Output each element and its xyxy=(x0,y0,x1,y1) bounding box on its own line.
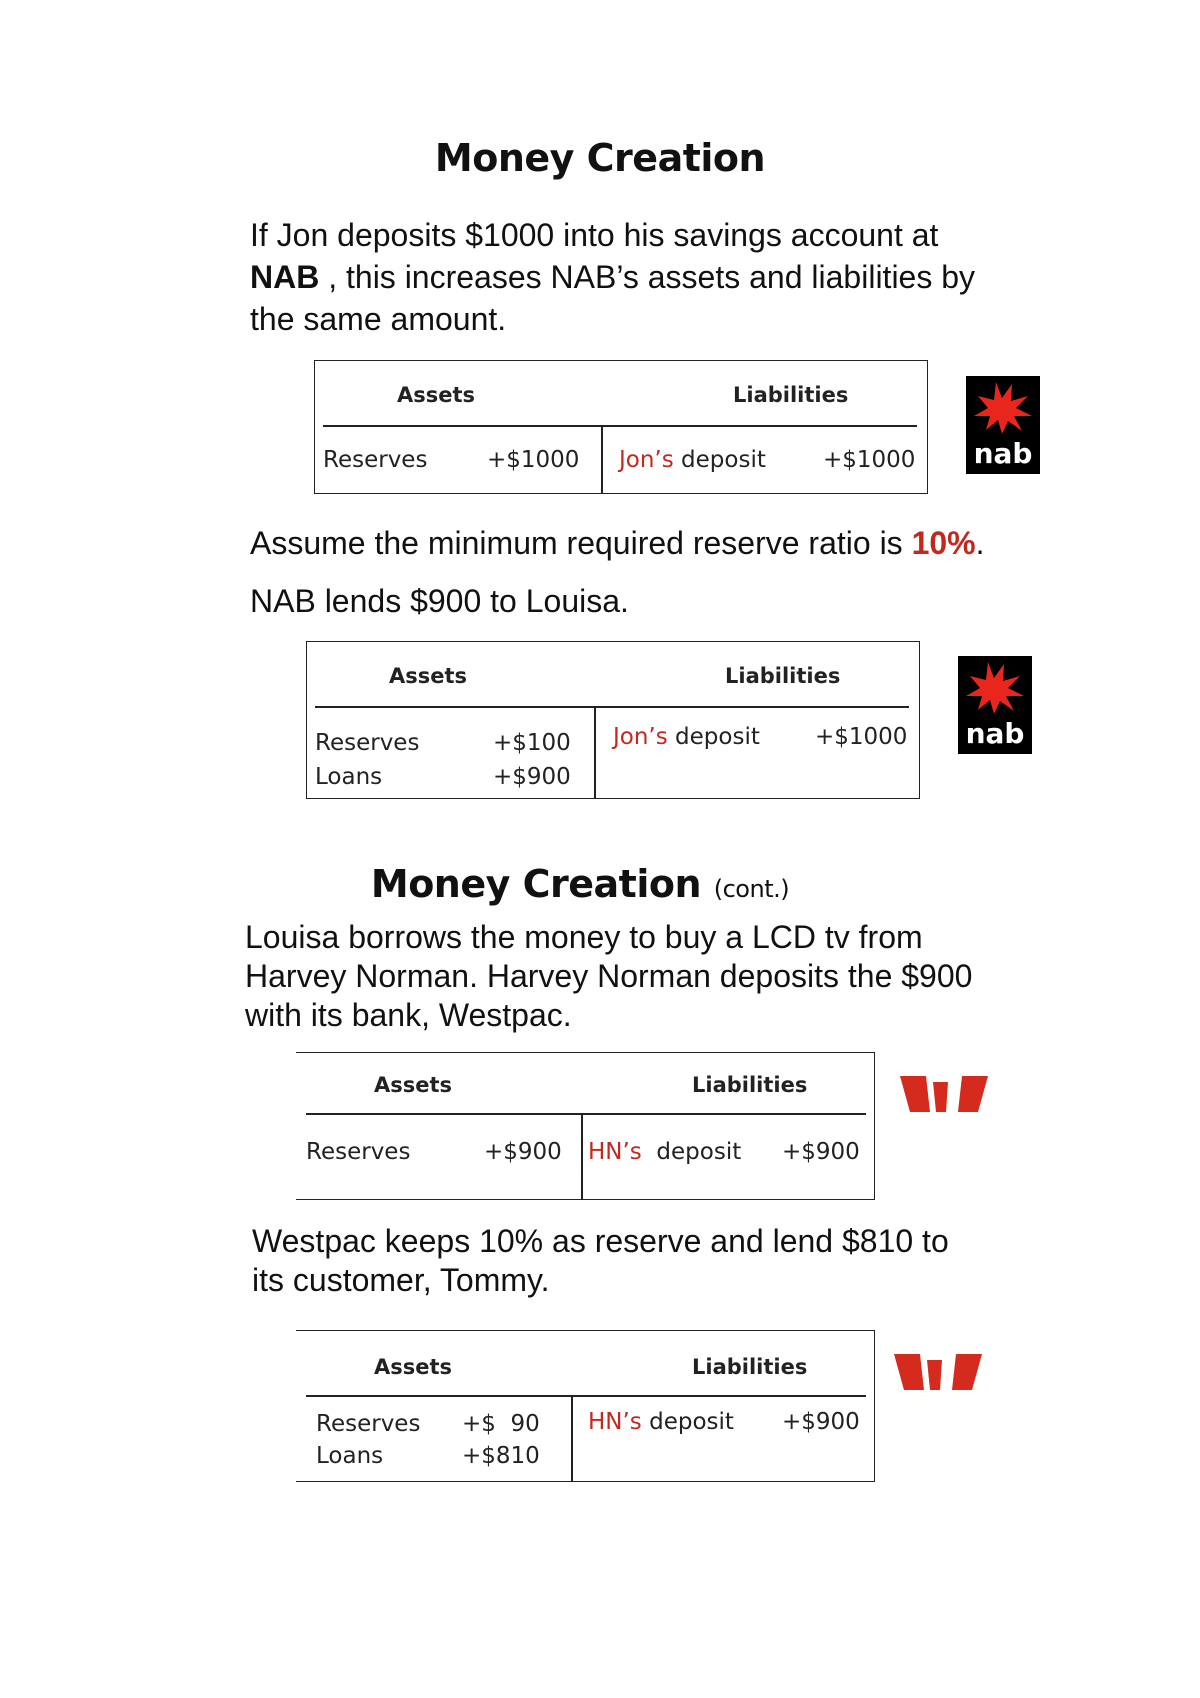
liability-owner: HN’s xyxy=(588,1409,642,1435)
liability-label xyxy=(613,724,760,750)
title-suffix: (cont.) xyxy=(713,875,790,903)
bank-name-bold: NAB xyxy=(250,259,320,295)
liability-owner: Jon’s xyxy=(613,724,668,750)
assets-header: Assets xyxy=(389,664,468,688)
t-account-horizontal-rule xyxy=(323,425,917,427)
intro-line-2 xyxy=(250,256,1110,298)
liability-label xyxy=(588,1139,741,1165)
asset-value: +$1000 xyxy=(487,447,580,473)
liability-type: deposit xyxy=(641,1409,734,1435)
westpac-para-line-3: with its bank, Westpac. xyxy=(245,997,572,1033)
asset-value: +$810 xyxy=(462,1443,540,1469)
asset-label: Reserves xyxy=(316,1411,421,1437)
t-account-vertical-rule xyxy=(594,708,596,798)
liability-value: +$1000 xyxy=(815,724,908,750)
intro-line-3: the same amount. xyxy=(250,301,507,337)
westpac-deposit-paragraph xyxy=(245,918,1145,1035)
nab-star-icon xyxy=(966,376,1040,436)
intro-paragraph xyxy=(250,214,1110,340)
t-account-horizontal-rule xyxy=(306,1113,866,1115)
assets-header: Assets xyxy=(397,383,476,407)
asset-label: Loans xyxy=(316,1443,384,1469)
asset-value: +$100 xyxy=(493,730,571,756)
section-2-title xyxy=(0,862,1180,906)
t-account-horizontal-rule xyxy=(315,706,909,708)
t-account-vertical-rule xyxy=(571,1396,573,1481)
westpac-lend-paragraph xyxy=(252,1222,1152,1300)
t-account-horizontal-rule xyxy=(306,1395,866,1397)
t-account-vertical-rule xyxy=(581,1114,583,1199)
nab-logo-text: nab xyxy=(965,717,1025,750)
liability-type: deposit xyxy=(667,724,760,750)
reserve-ratio-paragraph xyxy=(250,522,1150,564)
liability-type: deposit xyxy=(673,447,766,473)
loan-paragraph xyxy=(250,580,1150,622)
westpac-lend-line-2: its customer, Tommy. xyxy=(252,1262,550,1298)
t-account-1 xyxy=(314,360,928,494)
reserve-ratio-end: . xyxy=(975,525,985,561)
liabilities-header: Liabilities xyxy=(725,664,841,688)
liability-owner: Jon’s xyxy=(619,447,674,473)
intro-line-1: If Jon deposits $1000 into his savings account at xyxy=(250,217,939,253)
t-account-3 xyxy=(296,1052,875,1200)
liability-value: +$900 xyxy=(782,1139,860,1165)
westpac-para-line-1: Louisa borrows the money to buy a LCD tv from xyxy=(245,919,923,955)
reserve-ratio-text: Assume the minimum required reserve ratio is xyxy=(250,525,912,561)
asset-label: Reserves xyxy=(315,730,420,756)
loan-text: NAB lends $900 to Louisa. xyxy=(250,583,629,619)
assets-header: Assets xyxy=(374,1355,453,1379)
liability-owner: HN’s xyxy=(588,1139,642,1165)
nab-logo xyxy=(958,656,1032,754)
asset-label: Loans xyxy=(315,764,383,790)
westpac-logo xyxy=(894,1352,984,1392)
westpac-para-line-2: Harvey Norman. Harvey Norman deposits the $900 xyxy=(245,958,973,994)
westpac-lend-line-1: Westpac keeps 10% as reserve and lend $810 to xyxy=(252,1223,949,1259)
liability-label xyxy=(619,447,766,473)
asset-value: +$900 xyxy=(493,764,571,790)
asset-label: Reserves xyxy=(306,1139,411,1165)
t-account-4 xyxy=(296,1330,875,1482)
asset-label: Reserves xyxy=(323,447,428,473)
asset-value: +$900 xyxy=(484,1139,562,1165)
liabilities-header: Liabilities xyxy=(692,1355,808,1379)
nab-star-icon xyxy=(958,656,1032,716)
title-text: Money Creation xyxy=(434,136,766,180)
intro-line-2-rest: , this increases NAB’s assets and liabilities by xyxy=(319,259,976,295)
page-title xyxy=(0,136,1200,180)
nab-logo xyxy=(966,376,1040,474)
westpac-logo xyxy=(900,1074,990,1114)
liability-value: +$900 xyxy=(782,1409,860,1435)
reserve-ratio-highlight: 10% xyxy=(911,525,976,561)
assets-header: Assets xyxy=(374,1073,453,1097)
title-text: Money Creation xyxy=(370,862,702,906)
liability-value: +$1000 xyxy=(823,447,916,473)
liabilities-header: Liabilities xyxy=(733,383,849,407)
t-account-vertical-rule xyxy=(601,426,603,493)
asset-value: +$ 90 xyxy=(462,1411,540,1437)
liability-type: deposit xyxy=(641,1139,742,1165)
t-account-2 xyxy=(306,641,920,799)
liabilities-header: Liabilities xyxy=(692,1073,808,1097)
nab-logo-text: nab xyxy=(973,437,1033,470)
liability-label xyxy=(588,1409,734,1435)
